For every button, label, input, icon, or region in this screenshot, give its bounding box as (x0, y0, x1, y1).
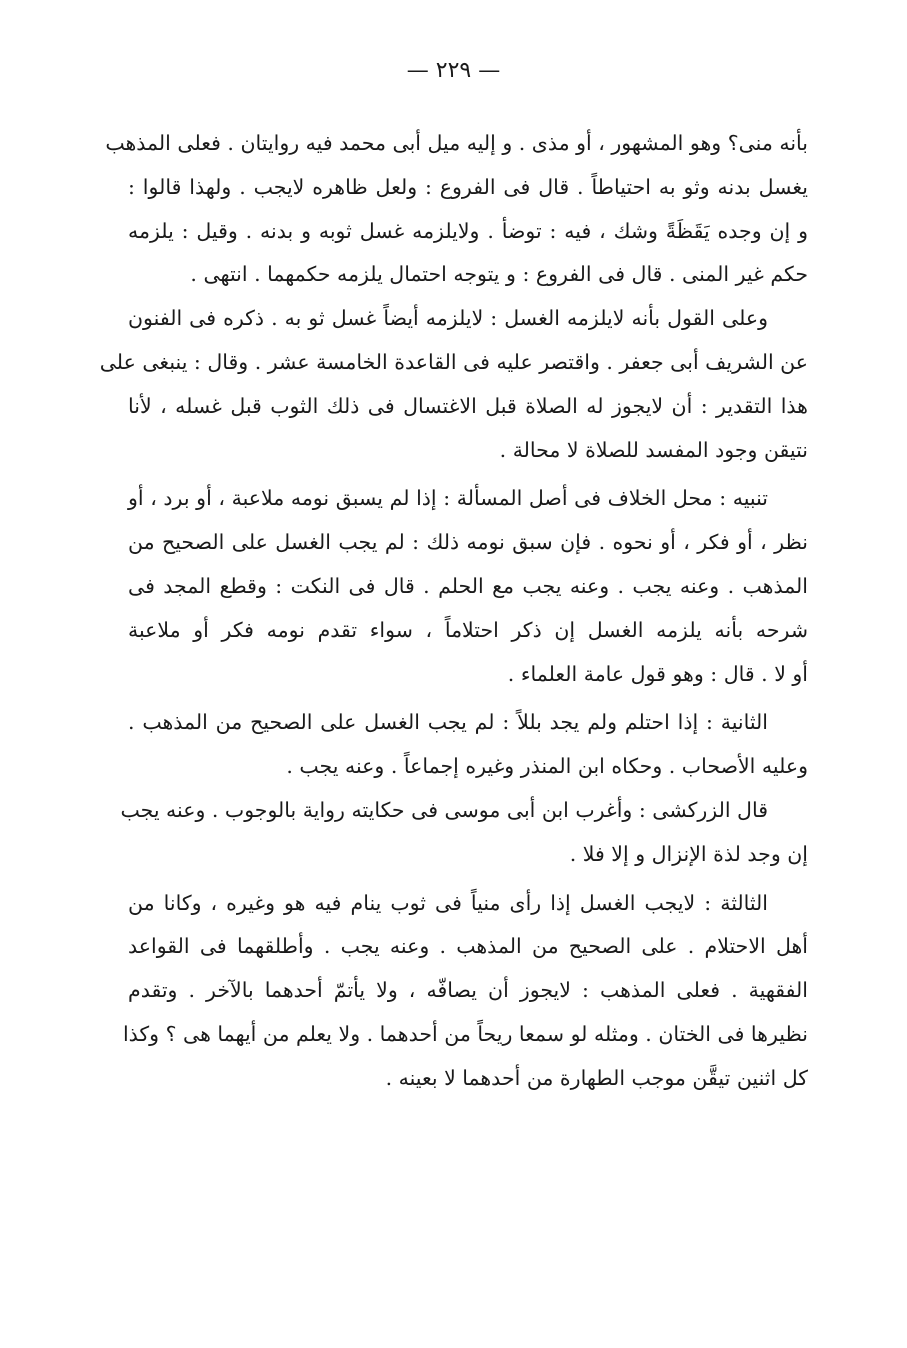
text-line: أهل الاحتلام . على الصحيح من المذهب . وعنه يجب . وأطلقهما فى القواعد (128, 934, 808, 959)
second-issue-line: الثانية : إذا احتلم ولم يجد بللاً : لم يجب الغسل على الصحيح من المذهب . (128, 710, 768, 735)
text-line: أو لا . قال : وهو قول عامة العلماء . (507, 661, 808, 686)
text-line: هذا التقدير : أن لايجوز له الصلاة قبل الاغتسال فى ذلك الثوب قبل غسله ، لأنا (128, 393, 808, 418)
page-body-text (99, 122, 808, 1101)
text-line: وعلى القول بأنه لايلزمه الغسل : لايلزمه أيضاً غسل ثو به . ذكره فى الفنون (128, 306, 768, 331)
tanbih-paragraph-line: تنبيه : محل الخلاف فى أصل المسألة : إذا لم يسبق نومه ملاعبة ، أو برد ، أو (128, 486, 768, 511)
text-line: المذهب . وعنه يجب . وعنه يجب مع الحلم . قال فى النكت : وقطع المجد فى (128, 573, 808, 598)
text-line: عن الشريف أبى جعفر . واقتصر عليه فى القاعدة الخامسة عشر . وقال : ينبغى على (99, 349, 808, 374)
page-number: — ٢٢٩ — (406, 58, 501, 83)
text-line: نتيقن وجود المفسد للصلاة لا محالة . (499, 437, 808, 462)
text-line: قال الزركشى : وأغرب ابن أبى موسى فى حكايته رواية بالوجوب . وعنه يجب (120, 797, 768, 822)
text-line: و إن وجده يَقَظَةً وشك ، فيه : توضأ . ولايلزمه غسل ثوبه و بدنه . وقيل : يلزمه (128, 218, 808, 243)
text-line: كل اثنين تيقَّن موجب الطهارة من أحدهما لا بعينه . (385, 1065, 808, 1090)
text-line: نظر ، أو فكر ، أو نحوه . فإن سبق نومه ذلك : لم يجب الغسل على الصحيح من (128, 530, 808, 555)
text-line: الفقهية . فعلى المذهب : لايجوز أن يصافّه ، ولا يأتمّ أحدهما بالآخر . وتقدم (128, 978, 808, 1003)
text-line: وعليه الأصحاب . وحكاه ابن المنذر وغيره إجماعاً . وعنه يجب . (286, 754, 808, 779)
text-line: بأنه منى؟ وهو المشهور ، أو مذى . و إليه ميل أبى محمد فيه روايتان . فعلى المذهب (105, 131, 808, 155)
text-line: إن وجد لذة الإنزال و إلا فلا . (569, 841, 808, 866)
text-line: يغسل بدنه وثو به احتياطاً . قال فى الفروع : ولعل ظاهره لايجب . ولهذا قالوا : (128, 174, 808, 199)
third-issue-line: الثالثة : لايجب الغسل إذا رأى منياً فى ثوب ينام فيه هو وغيره ، وكانا من (128, 890, 768, 915)
text-line: حكم غير المنى . قال فى الفروع : و يتوجه احتمال يلزمه حكمهما . انتهى . (190, 262, 808, 287)
text-line: شرحه بأنه يلزمه الغسل إن ذكر احتلاماً ، سواء تقدم نومه فكر أو ملاعبة (128, 617, 808, 642)
text-line: نظيرها فى الختان . ومثله لو سمعا ريحاً من أحدهما . ولا يعلم من أيهما هى ؟ وكذا (122, 1021, 808, 1046)
